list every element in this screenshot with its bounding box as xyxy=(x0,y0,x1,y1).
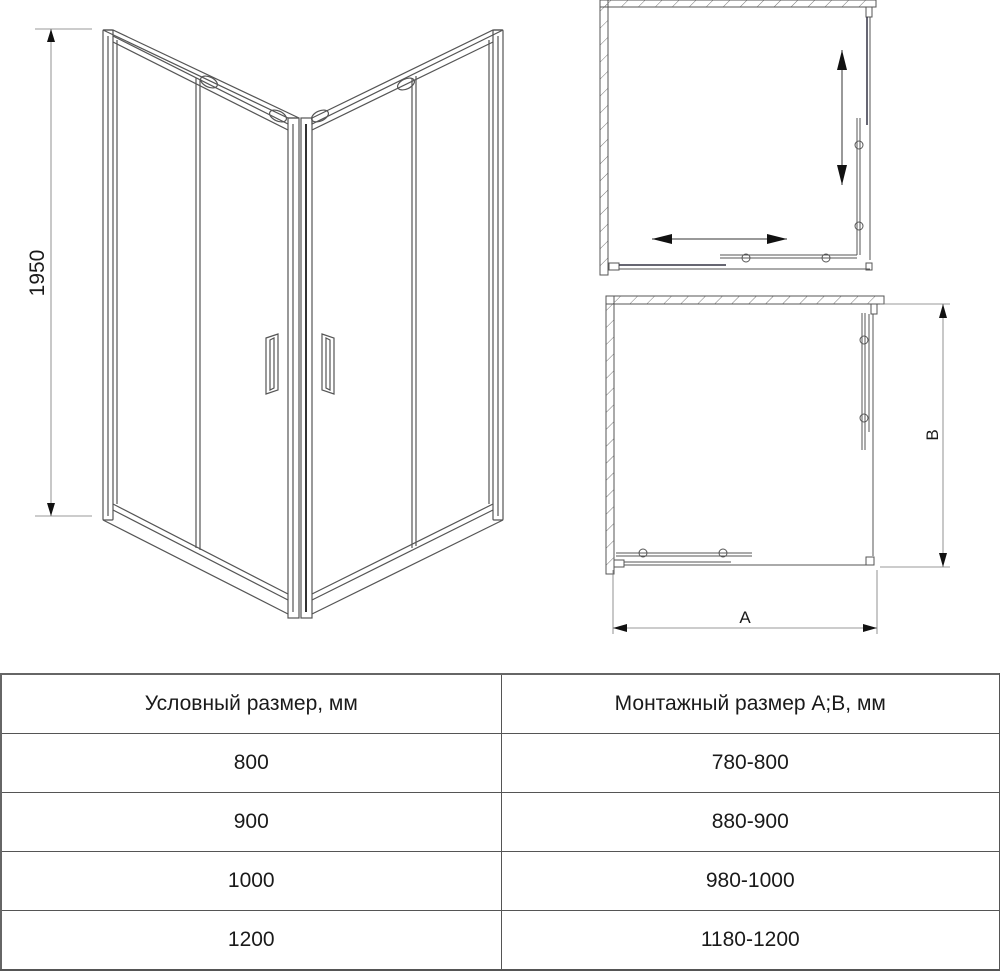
table-row xyxy=(1,734,1000,793)
height-dimension xyxy=(26,29,92,516)
plan-view-open xyxy=(600,0,876,275)
dimension-b-label: B xyxy=(923,429,942,441)
mounting-size-cell: 780-800 xyxy=(501,734,1000,793)
table-row xyxy=(1,793,1000,852)
dimension-a-label: A xyxy=(739,608,751,627)
table-row xyxy=(1,911,1000,971)
right-door-handle xyxy=(322,334,334,394)
perspective-view xyxy=(26,29,503,618)
nominal-size-cell: 1000 xyxy=(1,852,501,911)
dimension-b xyxy=(880,304,950,567)
mounting-size-cell: 980-1000 xyxy=(501,852,1000,911)
nominal-size-cell: 900 xyxy=(1,793,501,852)
header-nominal-size: Условный размер, мм xyxy=(1,674,501,734)
vertical-sliding-arrow xyxy=(837,50,847,185)
table-header-row xyxy=(1,674,1000,734)
table-row xyxy=(1,852,1000,911)
left-door-handle xyxy=(266,334,278,394)
header-mounting-size: Монтажный размер A;B, мм xyxy=(501,674,1000,734)
size-table xyxy=(0,673,1000,971)
mounting-size-cell: 1180-1200 xyxy=(501,911,1000,971)
horizontal-sliding-arrow xyxy=(652,234,787,244)
dimension-a xyxy=(613,570,877,634)
nominal-size-cell: 800 xyxy=(1,734,501,793)
plan-view-closed xyxy=(606,296,950,634)
nominal-size-cell: 1200 xyxy=(1,911,501,971)
height-dimension-label: 1950 xyxy=(26,249,49,297)
mounting-size-cell: 880-900 xyxy=(501,793,1000,852)
